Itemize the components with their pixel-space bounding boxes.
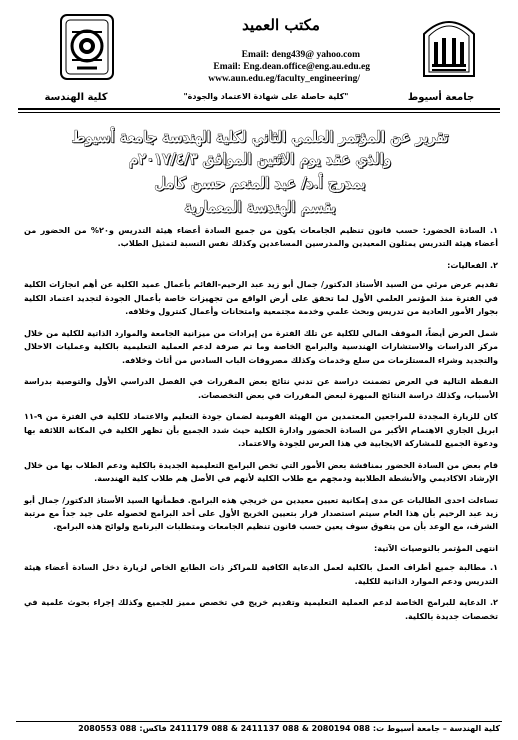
recommendations-heading: انتهى المؤتمر بالتوصيات الآتية: — [374, 543, 498, 554]
paragraph-presentation: تقديم عرض مرئي من السيد الأستاذ الدكتور/ جمال أبو زيد عبد الرحيم-القائم بأعمال عميد الكلية عن أهم انجازات الكلية في الفترة منذ المؤتمر العلمي الأول لما تحقق على أرض الواقع من تجهيزات خاصة بأعمال الجودة لتجديد اعتماد الكلية بجوار الأمور العادية من تدريس وبحث علمي وخدمة مجتمعية وامتحانات وأعمال كنترول وخلافه. — [24, 279, 498, 317]
university-label: جامعة أسيوط — [407, 92, 475, 103]
report-title-line-4: بقسم الهندسة المعمارية — [184, 198, 336, 216]
report-title-line-3: بمدرج أ.د/ عبد المنعم حسن كامل — [154, 174, 366, 192]
office-title: مكتب العميد — [242, 16, 320, 34]
recommendation-2: ٢. الدعاية للبرامج الخاصة لدعم العملية التعليمية وتقديم خريج في تخصص مميز للجميع وكذلك إجراء بحوث علمية في تخصصات جديدة بالكلية. — [24, 597, 498, 621]
faculty-label: كلية الهندسة — [44, 92, 108, 103]
paragraph-financial: شمل العرض أيضاً، الموقف المالي للكلية عن تلك الفترة من إيرادات من ميزانية الجامعة والموارد الذاتية للكلية من خلال مركز الدراسات والاستشارات الهندسية والبرامج الخاصة وما تم صرفة لدعم العملية التعليمية بالكلية وعمليات الاحلال والتجديد وشراء المستلزمات من سلع وخدمات وكذلك مصروفات الباب السادس من أثاث وخلافه. — [24, 327, 498, 365]
paragraph-course-results: النقطة التالية في العرض تضمنت دراسة عن تدني نتائج بعض المقررات في الفصل الدراسي الأول والتوصية بدراسة الأسباب، وكذلك دراسة النتائج المبهرة لبعض المقررات في بعض التخصصات. — [24, 376, 498, 400]
accreditation-note: "كلية حاصلة على شهادة الاعتماد والجودة" — [183, 92, 349, 101]
website-line: www.aun.edu.eg/faculty_engineering/ — [208, 74, 360, 84]
recommendation-1: ١. مطالبة جميع أطراف العمل بالكلية لعمل الدعاية الكافية للمراكز ذات الطابع الخاص لزيارة دخل السادة أعضاء هيئة التدريس ودعم الموارد الذاتية للكلية. — [24, 562, 498, 586]
footer-contact: كلية الهندسة – جامعة أسيوط ت: 088 2080194 & 088 2411137 & 088 2411179 فاكس: 088 2080553 — [78, 724, 500, 733]
faculty-engineering-logo-icon — [58, 12, 116, 82]
paragraph-student-question: تساءلت احدى الطالبات عن مدى إمكانية تعيين معيدين من خريجي هذه البرامج. فطمأنها السيد الأستاذ الدكتور/ جمال أبو زيد عبد الرحيم بأن هذا العام سيتم استصدار قرار بتعيين الخريج الأول على أحد البرامج لحصوله على جيد جداً مع مرتبة الشرف، مع الوعد بأن من يتفوق سوف يعين حسب قانون تنظيم الجامعات ومتطلبات البرنامج ولوائح هذه البرامج. — [24, 494, 498, 532]
footer-divider — [16, 721, 502, 722]
header-divider-thin — [18, 112, 500, 113]
paragraph-programs-discussion: قام بعض من السادة الحضور بمناقشة بعض الأمور التي تخص البرامج التعليمية الجديدة بالكلية ودعم الطلاب بها من خلال الإرشاد الاكاديمي والأنشطة الطلابية ودمجهم مع طلاب الكلية لأنهم في الأصل هم طلاب كلية الهندسة. — [24, 459, 498, 484]
assiut-university-logo-icon — [418, 12, 480, 80]
section-heading-activities: ٢. الفعاليات: — [447, 260, 498, 270]
header-divider — [18, 108, 500, 110]
email-line-1: Email: deng439@ yahoo.com — [241, 50, 360, 60]
report-body — [24, 224, 498, 631]
paragraph-accreditation-visit: كان للزيارة المجددة للمراجعين المعتمدين من الهيئة القومية لضمان جودة التعليم والاعتماد للكلية في الفترة من ٩-١١ ابريل الجاري الاهتمام الأكبر من السادة الحضور وادارة الكلية حيث شدد الجميع بأن تظهر الكلية في المكانة اللائقة بها ودعوة الجميع للمشاركة الايجابية في هذا العرس للجودة والاعتماد. — [24, 411, 498, 449]
paragraph-attendees: ١. السادة الحضور: حسب قانون تنظيم الجامعات يكون من جميع السادة أعضاء هيئة التدريس و٢٠% من الحضور من أعضاء هيئة التدريس يمثلون المعيدين والمدرسين المساعدين وكذلك نفس النسبة لتمثيل الطلاب. — [24, 225, 498, 249]
report-title-line-1: تقرير عن المؤتمر العلمي الثاني لكلية الهندسة جامعة أسيوط — [71, 128, 449, 146]
email-line-2: Email: Eng.dean.office@eng.au.edu.eg — [213, 62, 370, 72]
report-title-line-2: والذي عقد يوم الاثنين الموافق ٢٠١٧/٤/٣م — [128, 150, 392, 168]
